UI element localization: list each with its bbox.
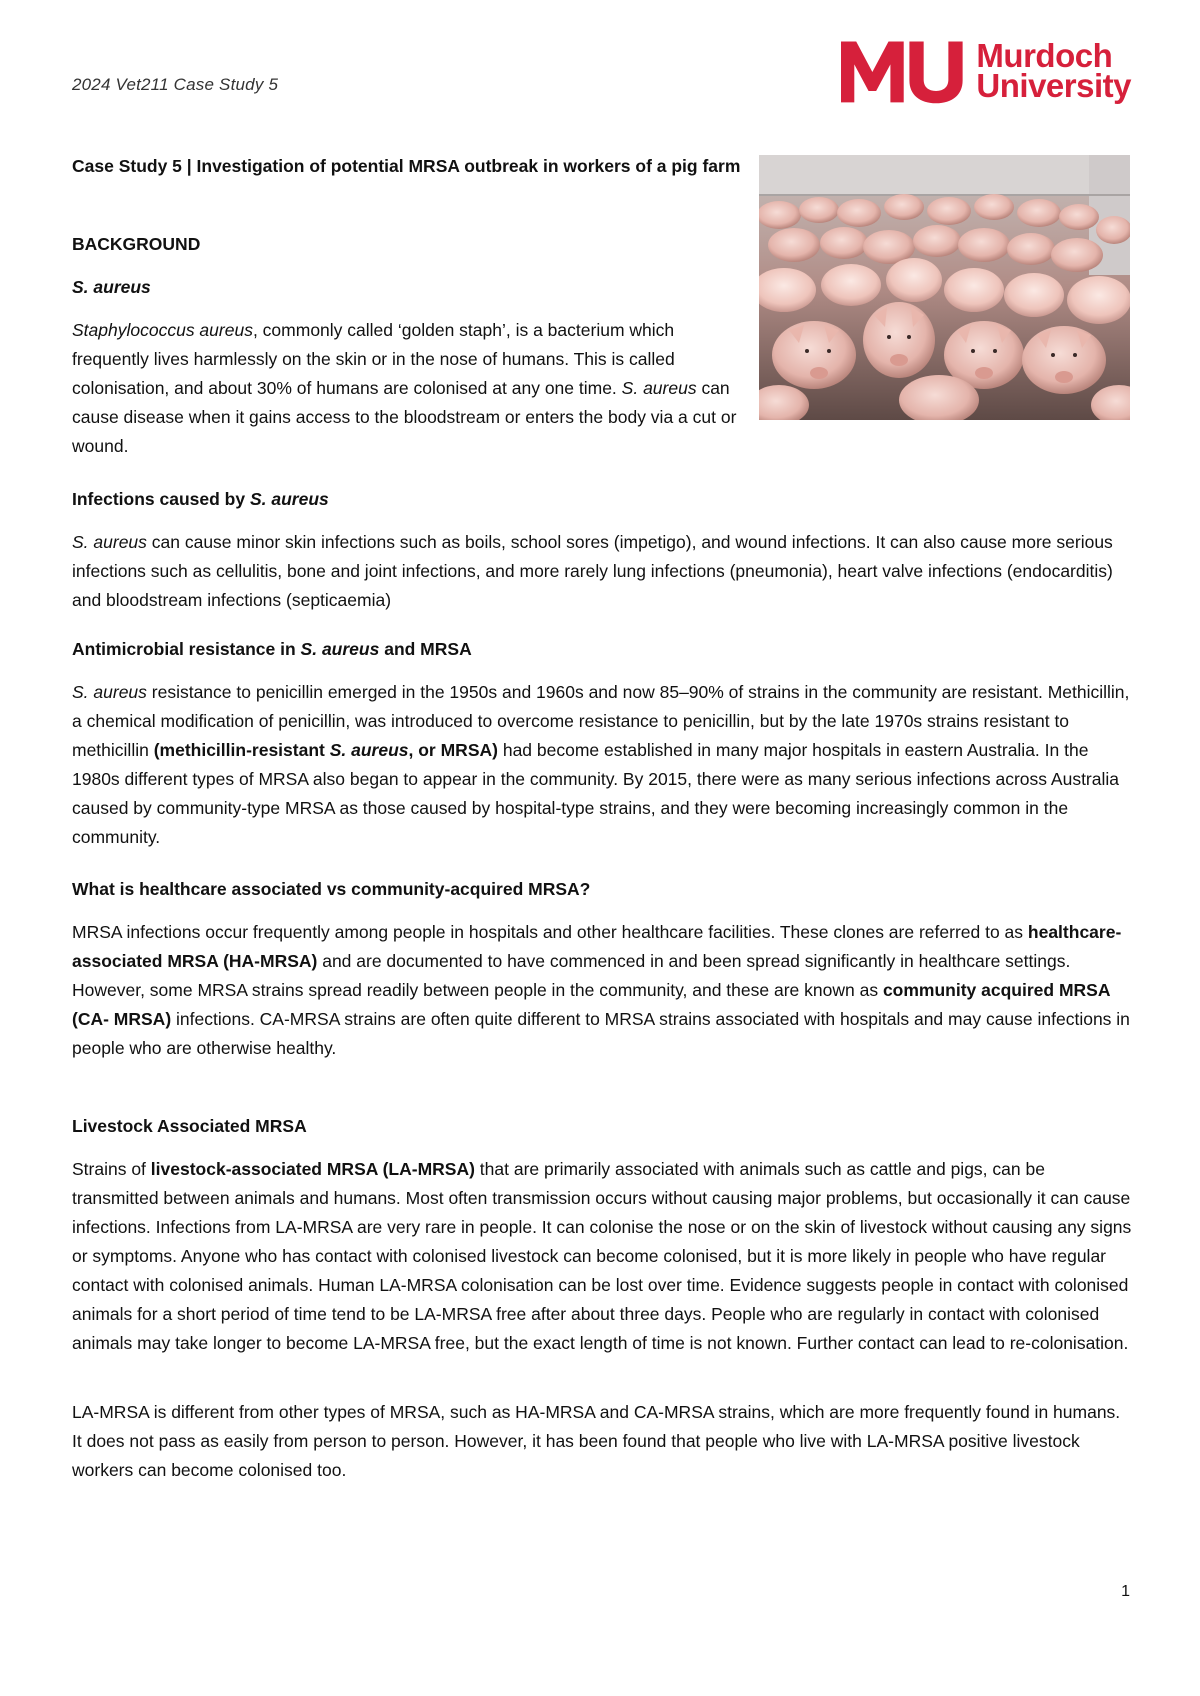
resistance-paragraph	[72, 678, 1132, 852]
infections-paragraph	[72, 528, 1132, 615]
ha-ca-heading: What is healthcare associated vs community-acquired MRSA?	[72, 879, 591, 899]
infections-text: can cause minor skin infections such as boils, school sores (impetigo), and wound infections. It can also cause more serious infections such as cellulitis, bone and joint infections, and more rarely lung infections (pneumonia), heart valve infections (endocarditis) and bloodstream infections (septicaemia)	[72, 532, 1113, 610]
pigs-image	[759, 155, 1130, 420]
background-paragraph	[72, 316, 742, 461]
bg-italic-1: Staphylococcus aureus	[72, 320, 253, 340]
resistance-heading-text2: and MRSA	[379, 639, 472, 659]
background-heading: BACKGROUND	[72, 234, 201, 254]
ha-text-3: infections. CA-MRSA strains are often quite different to MRSA strains associated with hospitals and may cause infections in people who are otherwise healthy.	[72, 1009, 1130, 1058]
resistance-section	[72, 635, 1132, 852]
ls-text-1: Strains of	[72, 1159, 151, 1179]
ls-bold: livestock-associated MRSA (LA-MRSA)	[150, 1159, 475, 1179]
bg-text-1: , commonly called ‘golden staph’, is a bacterium which frequently lives harmlessly on the skin or in the nose of humans. This is called colonisation, and about 30% of humans are colonised at any one time.	[72, 320, 675, 398]
pig-farm-photo	[759, 155, 1130, 420]
res-italic-1: S. aureus	[72, 682, 147, 702]
ls-text-2: that are primarily associated with animals such as cattle and pigs, can be transmitted between animals and humans. Most often transmission occurs without causing major problems, but occasionally it can cause infections. Infections from LA-MRSA are very rare in people. It can colonise the nose or on the skin of livestock without causing any signs or symptoms. Anyone who has contact with colonised livestock can become colonised, but it is more likely in people who have regular contact with colonised animals. Human LA-MRSA colonisation can be lost over time. Evidence suggests people in contact with colonised animals for a short period of time tend to be LA-MRSA free after about three days. People who are regularly in contact with colonised animals may take longer to become LA-MRSA free, but the exact length of time is not known. Further contact can lead to re-colonisation.	[72, 1159, 1132, 1353]
logo-wordmark	[976, 37, 1131, 104]
case-study-title: Case Study 5 | Investigation of potential MRSA outbreak in workers of a pig farm	[72, 156, 741, 176]
ha-ca-section	[72, 875, 1132, 1063]
logo-line-murdoch: Murdoch	[976, 37, 1113, 74]
ha-text-1: MRSA infections occur frequently among people in hospitals and other healthcare facilities. These clones are referred to as	[72, 922, 1028, 942]
ha-bold-2: community acquired MRSA (CA- MRSA)	[72, 980, 1110, 1029]
mu-logo-mark	[841, 36, 966, 106]
res-text-1: resistance to penicillin emerged in the 1950s and 1960s and now 85–90% of strains in the community are resistant. Methicillin, a chemical modification of penicillin, was introduced to overcome resistance to penicillin, but by the late 1970s strains resistant to methicillin	[72, 682, 1130, 760]
resistance-heading-text1: Antimicrobial resistance in	[72, 639, 301, 659]
s-aureus-subheading-text: S. aureus	[72, 277, 151, 297]
infections-heading	[72, 485, 1132, 514]
infections-italic: S. aureus	[72, 532, 147, 552]
livestock-section	[72, 1112, 1132, 1485]
bg-text-2: can cause disease when it gains access to the bloodstream or enters the body via a cut or wound.	[72, 378, 737, 456]
res-bold-1	[154, 740, 498, 760]
infections-section	[72, 485, 1132, 615]
livestock-paragraph-2: LA-MRSA is different from other types of MRSA, such as HA-MRSA and CA-MRSA strains, which are more frequently found in humans. It does not pass as easily from person to person. However, it has been found that people who live with LA-MRSA positive livestock workers can become colonised too.	[72, 1402, 1121, 1480]
document-header-label: 2024 Vet211 Case Study 5	[72, 75, 279, 94]
res-text-2: had become established in many major hospitals in eastern Australia. In the 1980s different types of MRSA also began to appear in the community. By 2015, there were as many serious infections across Australia caused by community-type MRSA as those caused by hospital-type strains, and they were becoming increasingly common in the community.	[72, 740, 1120, 847]
ha-bold-1: healthcare-associated MRSA (HA-MRSA)	[72, 922, 1122, 971]
page-number: 1	[1121, 1583, 1130, 1600]
infections-heading-text: Infections caused by	[72, 489, 250, 509]
res-bold-italic: S. aureus	[329, 740, 409, 760]
s-aureus-subheading	[72, 273, 742, 302]
resistance-heading-italic: S. aureus	[300, 639, 380, 659]
livestock-paragraph-1	[72, 1155, 1132, 1358]
murdoch-university-logo	[841, 36, 1131, 106]
background-section	[72, 230, 742, 461]
res-bold-2: , or MRSA)	[408, 740, 498, 760]
res-bold-1-text: (methicillin-resistant	[153, 740, 330, 760]
resistance-heading	[72, 635, 1132, 664]
ha-text-2: and are documented to have commenced in and been spread significantly in healthcare settings. However, some MRSA strains spread readily between people in the community, and these are known as	[72, 951, 1071, 1000]
bg-italic-2: S. aureus	[621, 378, 697, 398]
logo-line-university: University	[976, 67, 1131, 104]
infections-heading-italic: S. aureus	[249, 489, 329, 509]
ha-ca-paragraph	[72, 918, 1132, 1063]
livestock-heading: Livestock Associated MRSA	[72, 1116, 307, 1136]
